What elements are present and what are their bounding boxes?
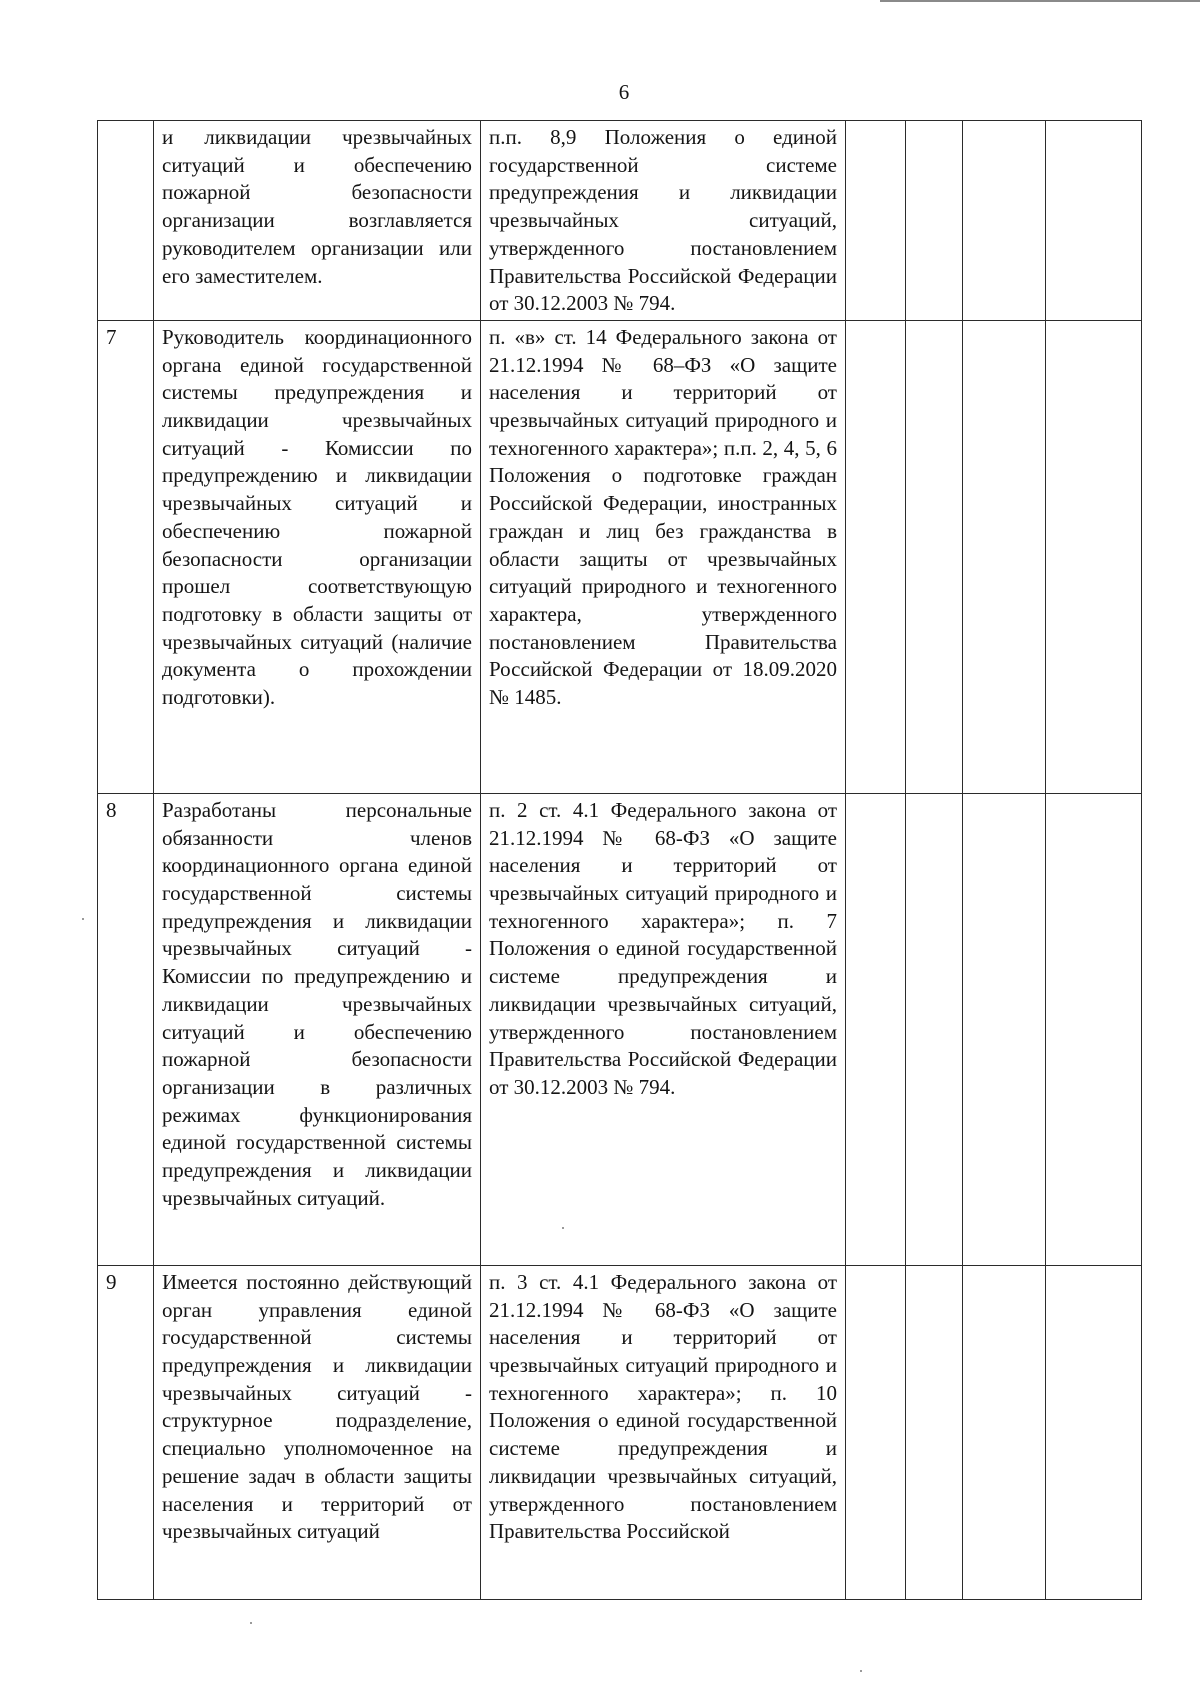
answer-yes-cell — [846, 320, 906, 793]
answer-na-cell — [963, 320, 1046, 793]
answer-yes-cell — [846, 1265, 906, 1599]
answer-yes-cell — [846, 793, 906, 1265]
table-row — [98, 793, 1142, 1265]
page-number: 6 — [618, 80, 630, 104]
note-cell — [1046, 1265, 1142, 1599]
table-row — [98, 121, 1142, 321]
requirement-cell: и ликвидации чрезвычайных ситуаций и обеспечению пожарной безопасности организации возглавляется руководителем организации или его заместителем. — [154, 121, 481, 321]
row-number: 9 — [98, 1265, 154, 1599]
answer-no-cell — [906, 1265, 963, 1599]
note-cell — [1046, 793, 1142, 1265]
table-row — [98, 320, 1142, 793]
requirement-cell: Имеется постоянно действующий орган управления единой государственной системы предупреждения и ликвидации чрезвычайных ситуаций - структурное подразделение, специально уполномоченное на решение задач в области защиты населения и территорий от чрезвычайных ситуаций — [154, 1265, 481, 1599]
scan-speck — [562, 1227, 564, 1229]
scan-speck — [82, 918, 84, 920]
legal-reference-cell: п. «в» ст. 14 Федерального закона от 21.12.1994 № 68–ФЗ «О защите населения и территорий от чрезвычайных ситуаций природного и техногенного характера»; п.п. 2, 4, 5, 6 Положения о подготовке граждан Российской Федерации, иностранных граждан и лиц без гражданства в области защиты от чрезвычайных ситуаций природного и техногенного характера, утвержденного постановлением Правительства Российской Федерации от 18.09.2020 № 1485. — [481, 320, 846, 793]
answer-na-cell — [963, 1265, 1046, 1599]
legal-reference-cell: п. 3 ст. 4.1 Федерального закона от 21.12.1994 № 68-ФЗ «О защите населения и территорий от чрезвычайных ситуаций природного и техногенного характера»; п. 10 Положения о единой государственной системе предупреждения и ликвидации чрезвычайных ситуаций, утвержденного постановлением Правительства Российской — [481, 1265, 846, 1599]
note-cell — [1046, 320, 1142, 793]
row-number — [98, 121, 154, 321]
legal-reference-cell: п. 2 ст. 4.1 Федерального закона от 21.12.1994 № 68-ФЗ «О защите населения и территорий от чрезвычайных ситуаций природного и техногенного характера»; п. 7 Положения о единой государственной системе предупреждения и ликвидации чрезвычайных ситуаций, утвержденного постановлением Правительства Российской Федерации от 30.12.2003 № 794. — [481, 793, 846, 1265]
answer-no-cell — [906, 320, 963, 793]
answer-na-cell — [963, 793, 1046, 1265]
row-number: 8 — [98, 793, 154, 1265]
scan-speck — [250, 1622, 252, 1624]
answer-no-cell — [906, 121, 963, 321]
top-rule — [880, 0, 1200, 2]
answer-yes-cell — [846, 121, 906, 321]
answer-na-cell — [963, 121, 1046, 321]
requirement-cell: Разработаны персональные обязанности членов координационного органа единой государственной системы предупреждения и ликвидации чрезвычайных ситуаций - Комиссии по предупреждению и ликвидации чрезвычайных ситуаций и обеспечению пожарной безопасности организации в различных режимах функционирования единой государственной системы предупреждения и ликвидации чрезвычайных ситуаций. — [154, 793, 481, 1265]
checklist-table — [97, 120, 1142, 1600]
legal-reference-cell: п.п. 8,9 Положения о единой государственной системе предупреждения и ликвидации чрезвычайных ситуаций, утвержденного постановлением Правительства Российской Федерации от 30.12.2003 № 794. — [481, 121, 846, 321]
requirement-cell: Руководитель координационного органа единой государственной системы предупреждения и ликвидации чрезвычайных ситуаций - Комиссии по предупреждению и ликвидации чрезвычайных ситуаций и обеспечению пожарной безопасности организации прошел соответствующую подготовку в области защиты от чрезвычайных ситуаций (наличие документа о прохождении подготовки). — [154, 320, 481, 793]
table-row — [98, 1265, 1142, 1599]
row-number: 7 — [98, 320, 154, 793]
scan-speck — [860, 1670, 862, 1672]
note-cell — [1046, 121, 1142, 321]
answer-no-cell — [906, 793, 963, 1265]
